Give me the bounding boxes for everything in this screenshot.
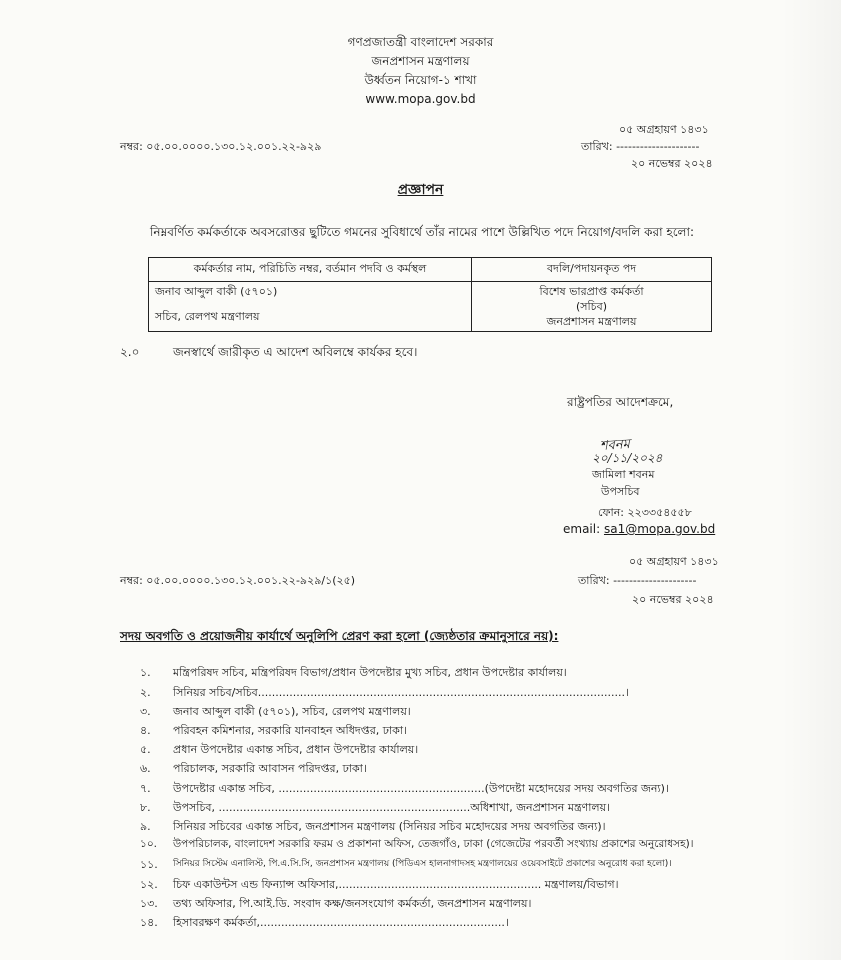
- new-post-line-2: (সচিব): [575, 300, 608, 313]
- list-item-number: ৮.: [140, 801, 151, 814]
- page-edge-shadow: [781, 0, 841, 960]
- list-item-number: ৯.: [140, 820, 151, 833]
- list-item-text: সিনিয়র সিস্টেম এনালিস্ট, পি.এ.সি.সি, জনপ্রশাসন মন্ত্রণালয় (পিডিএস হালনাগাদসহ মন্ত্রণালয়ের ওয়েবসাইটে প্রকাশের অনুরোধ করা হলো)।: [173, 859, 672, 869]
- list-item-number: ২.: [140, 686, 151, 699]
- list-item-text: উপপরিচালক, বাংলাদেশ সরকারি ফরম ও প্রকাশনা অফিস, তেজগাঁও, ঢাকা (গেজেটের পরবর্তী সংখ্যায় প্রকাশের অনুরোধসহ)।: [173, 838, 694, 850]
- list-item-number: ৬.: [140, 762, 151, 775]
- para2-number: ২.০: [120, 345, 140, 359]
- document-title: প্রজ্ঞাপন: [397, 182, 444, 198]
- list-item-text: মন্ত্রিপরিষদ সচিব, মন্ত্রিপরিষদ বিভাগ/প্রধান উপদেষ্টার মুখ্য সচিব, প্রধান উপদেষ্টার কার্যালয়।: [173, 666, 567, 679]
- table-header-post: বদলি/পদায়নকৃত পদ: [472, 258, 712, 282]
- handwritten-date: ২০/১১/২০২৪: [592, 451, 663, 465]
- list-item-number: ১০.: [140, 838, 157, 850]
- list-item-text: উপসচিব, ........................................................................অধিশাখা, জনপ্রশাসন মন্ত্রণালয়।: [173, 801, 611, 814]
- table-row: [149, 282, 712, 332]
- table-header-officer: কর্মকর্তার নাম, পরিচিতি নম্বর, বর্তমান পদবি ও কর্মস্থল: [149, 258, 472, 282]
- new-post-line-3: জনপ্রশাসন মন্ত্রণালয়: [546, 315, 637, 328]
- new-post-line-1: বিশেষ ভারপ্রাপ্ত কর্মকর্তা: [539, 285, 644, 298]
- list-item-text: সিনিয়র সচিব/সচিব.........................................................................................................।: [173, 686, 629, 699]
- list-item-number: ১.: [140, 666, 151, 679]
- copy-distribution-heading: সদয় অবগতি ও প্রয়োজনীয় কার্যার্থে অনুলিপি প্রেরণ করা হলো (জ্যেষ্ঠতার ক্রমানুসারে নয়):: [120, 629, 559, 643]
- website-link[interactable]: www.mopa.gov.bd: [365, 92, 476, 106]
- table-header-row: [149, 258, 712, 282]
- list-item-text: তথ্য অফিসার, পি.আই.ডি. সংবাদ কক্ষ/জনসংযোগ কর্মকর্তা, জনপ্রশাসন মন্ত্রণালয়।: [173, 897, 532, 910]
- list-item-text: পরিবহন কমিশনার, সরকারি যানবাহন অধিদপ্তর, ঢাকা।: [173, 724, 407, 737]
- list-item-number: ১৪.: [140, 916, 158, 929]
- list-item-number: ৫.: [140, 743, 151, 756]
- memo2-date-english: ২০ নভেম্বর ২০২৪: [632, 593, 714, 606]
- memo1-date-english: ২০ নভেম্বর ২০২৪: [631, 157, 713, 170]
- list-item-number: ১৩.: [140, 897, 158, 910]
- intro-paragraph: নিম্নবর্ণিত কর্মকর্তাকে অবসরোত্তর ছুটিতে গমনের সুবিধার্থে তাঁর নামের পাশে উল্লিখিত পদে নিয়োগ/বদলি করা হলো:: [150, 225, 695, 239]
- list-item-text: হিসাবরক্ষণ কর্মকর্তা,......................................................................।: [173, 916, 509, 929]
- section-name: উর্ধ্বতন নিয়োগ-১ শাখা: [364, 73, 477, 87]
- list-item-text: সিনিয়র সচিবের একান্ত সচিব, জনপ্রশাসন মন্ত্রণালয় (সিনিয়র সচিব মহোদয়ের সদয় অবগতির জন্য)।: [173, 820, 606, 833]
- appointment-table: [148, 257, 712, 332]
- memo2-date-bangla: ০৫ অগ্রহায়ণ ১৪৩১: [629, 555, 719, 568]
- memo2-date-label: তারিখ: ---------------------: [578, 574, 697, 587]
- memo2-number: নম্বর: ০৫.০০.০০০০.১৩০.১২.০০১.২২-৯২৯/১(২৫): [120, 574, 356, 587]
- order-of-president: রাষ্ট্রপতির আদেশক্রমে,: [567, 395, 674, 409]
- list-item-number: ৭.: [140, 782, 151, 795]
- signatory-email: [563, 522, 715, 536]
- email-link[interactable]: sa1@mopa.gov.bd: [603, 522, 716, 536]
- memo1-number: নম্বর: ০৫.০০.০০০০.১৩০.১২.০০১.২২-৯২৯: [120, 140, 322, 153]
- list-item-text: চিফ একাউন্টস এন্ড ফিন্যান্স অফিসার,.......................................................... মন্ত্রণালয়/বিভাগ।: [173, 878, 619, 891]
- officer-current-post: সচিব, রেলপথ মন্ত্রণালয়: [155, 310, 260, 323]
- memo1-date-label: তারিখ: ---------------------: [581, 140, 700, 153]
- officer-cell: [149, 282, 472, 332]
- list-item-number: ৪.: [140, 724, 151, 737]
- officer-name: জনাব আব্দুল বাকী (৫৭০১): [155, 285, 278, 298]
- list-item-text: পরিচালক, সরকারি আবাসন পরিদপ্তর, ঢাকা।: [173, 762, 367, 775]
- signatory-phone: ফোন: ২২৩৩৫৪৫৫৮: [598, 506, 692, 519]
- email-label: email:: [563, 522, 601, 536]
- ministry-name: জনপ্রশাসন মন্ত্রণালয়: [371, 54, 470, 68]
- government-name: গণপ্রজাতন্ত্রী বাংলাদেশ সরকার: [347, 35, 494, 49]
- memo1-date-bangla: ০৫ অগ্রহায়ণ ১৪৩১: [619, 123, 709, 136]
- list-item-number: ১১.: [140, 858, 158, 871]
- list-item-text: উপদেষ্টার একান্ত সচিব, ...........................................................(উপদেষ্টা মহোদয়ের সদয় অবগতির জন্য)।: [173, 782, 669, 795]
- list-item-text: জনাব আব্দুল বাকী (৫৭০১), সচিব, রেলপথ মন্ত্রণালয়।: [173, 705, 411, 718]
- new-post-cell: [472, 282, 712, 332]
- list-item-number: ৩.: [140, 705, 151, 718]
- signatory-designation: উপসচিব: [601, 485, 640, 498]
- para2-text: জনস্বার্থে জারীকৃত এ আদেশ অবিলম্বে কার্যকর হবে।: [173, 345, 418, 359]
- list-item-text: প্রধান উপদেষ্টার একান্ত সচিব, প্রধান উপদেষ্টার কার্যালয়।: [173, 743, 419, 756]
- signatory-name: জামিলা শবনম: [592, 468, 655, 481]
- handwritten-signature: শবনম: [599, 436, 631, 455]
- list-item-number: ১২.: [140, 878, 158, 891]
